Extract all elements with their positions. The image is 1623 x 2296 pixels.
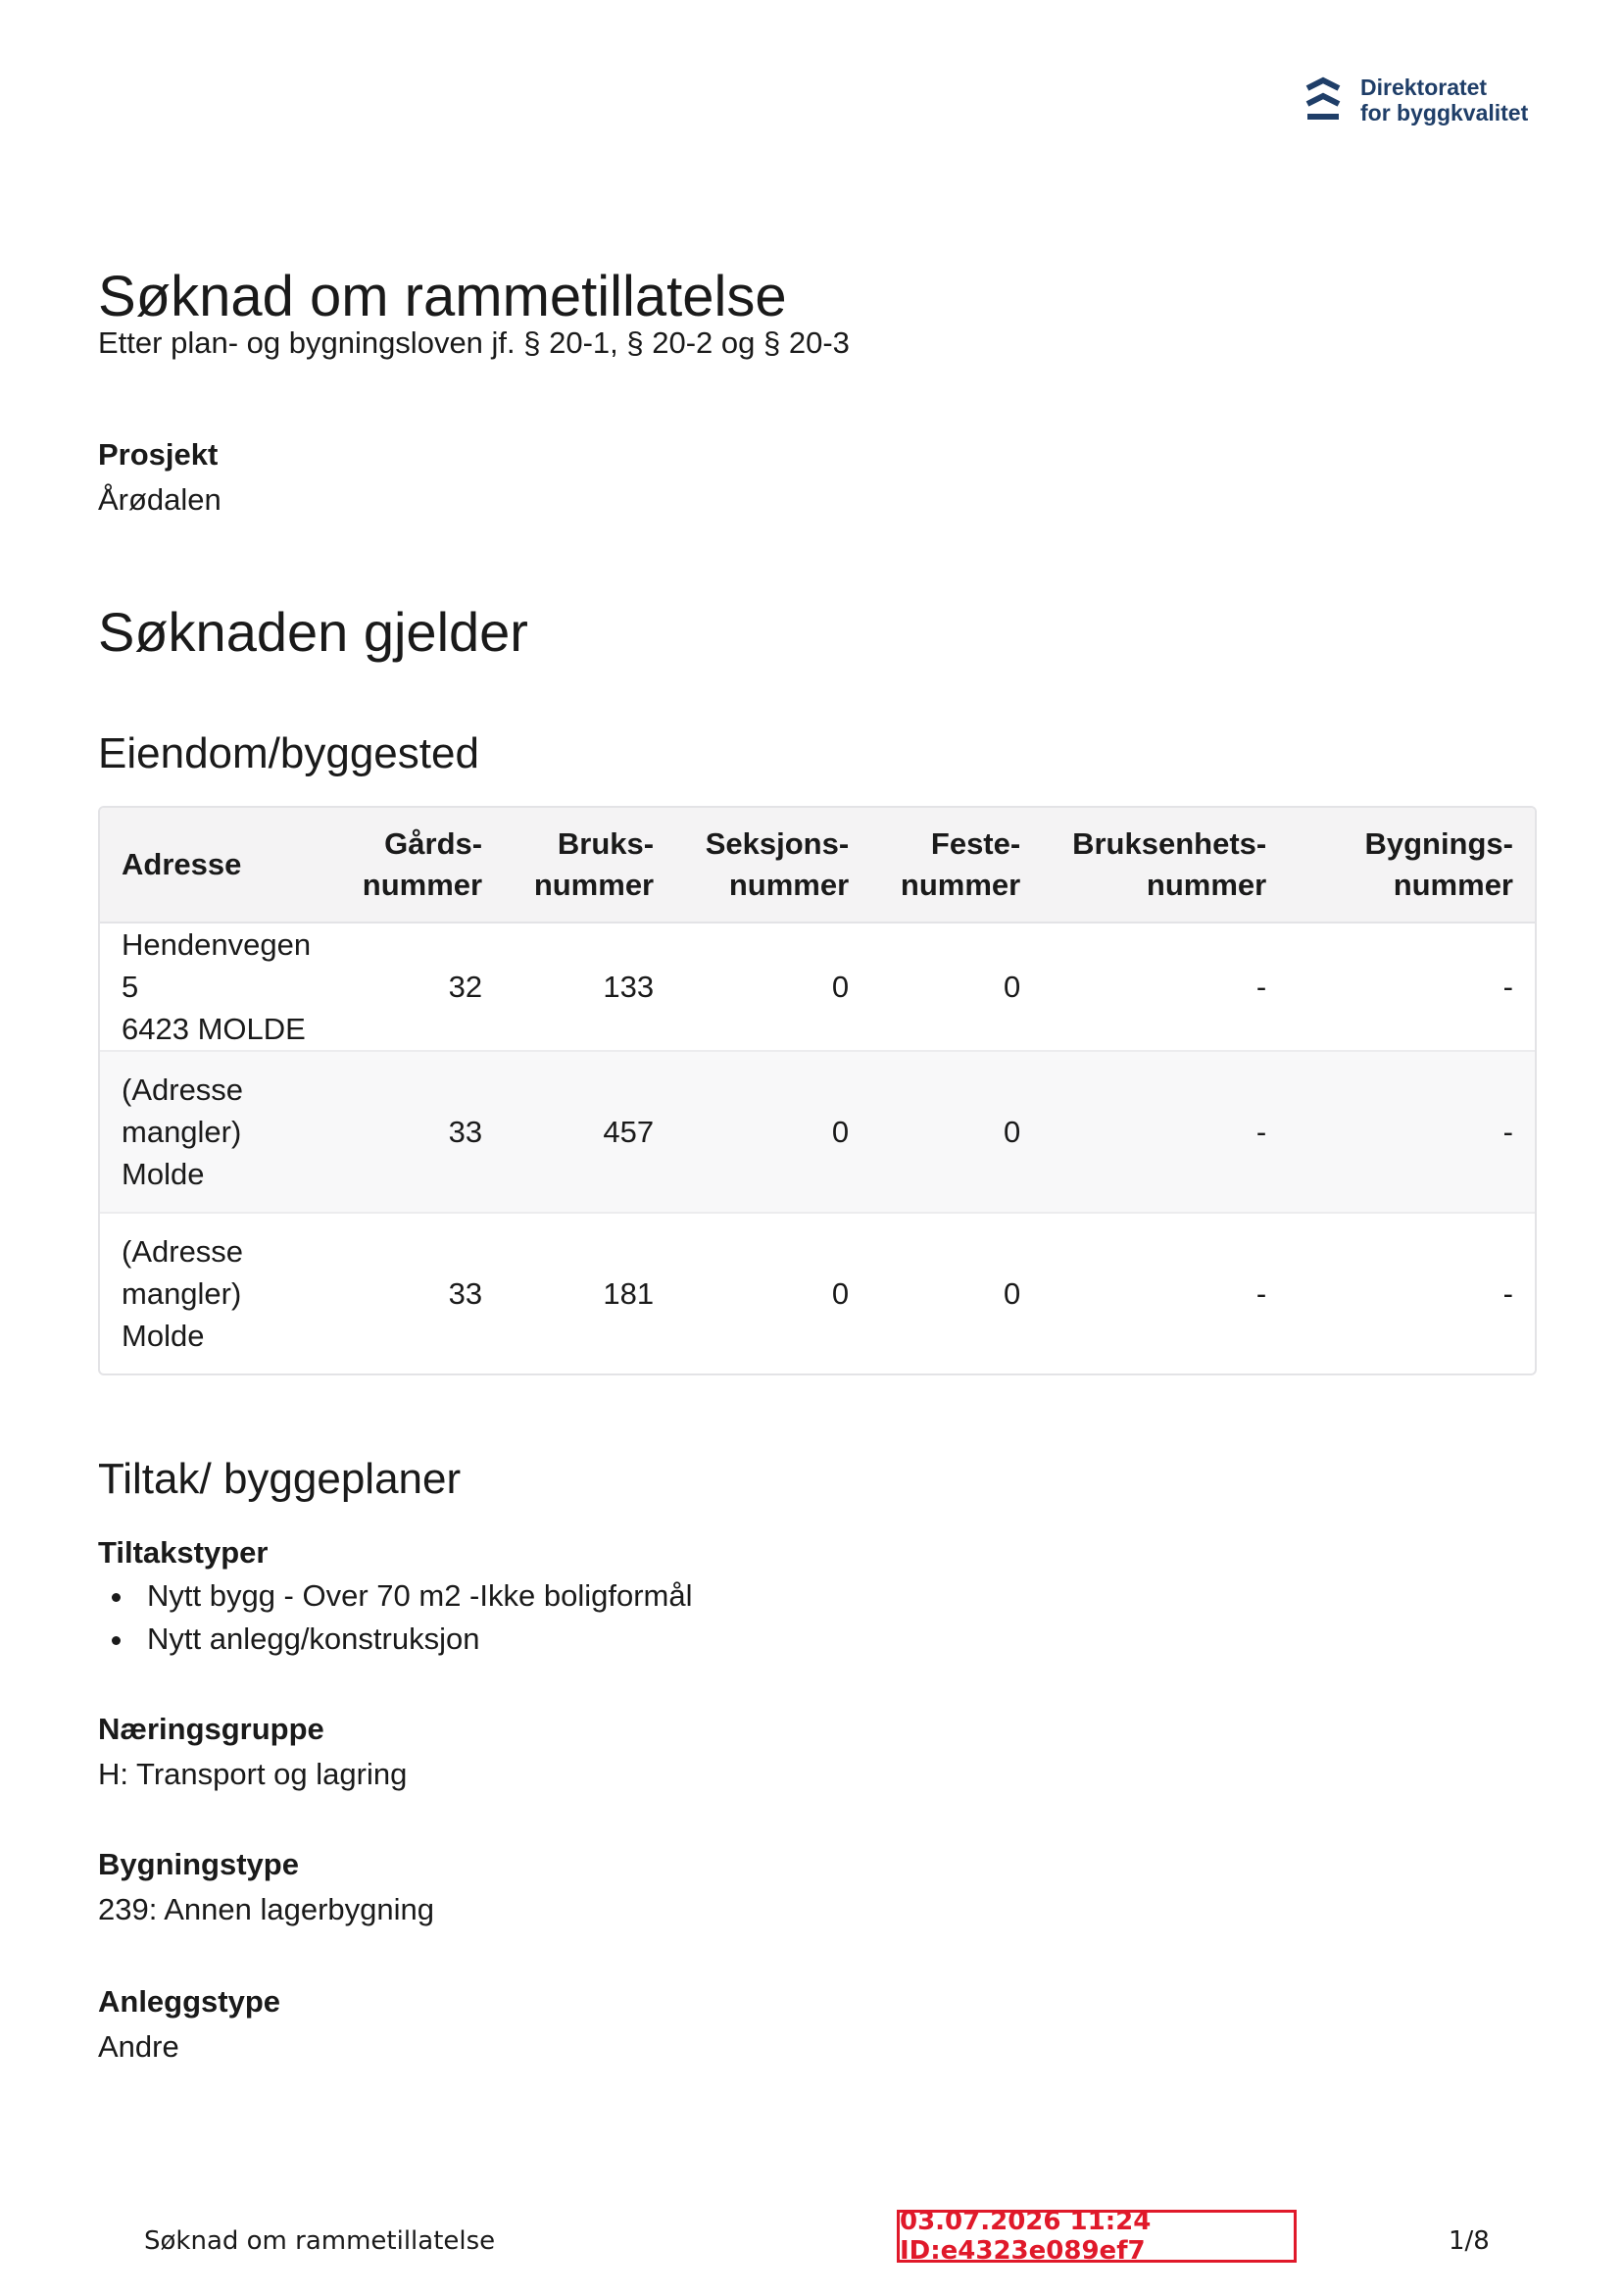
list-item: Nytt anlegg/konstruksjon (98, 1618, 692, 1661)
cell-seksjonsnummer: 0 (831, 1276, 850, 1311)
document-subtitle: Etter plan- og bygningsloven jf. § 20-1, § 20-2 og § 20-3 (98, 325, 850, 360)
cell-festenummer: 0 (870, 923, 1042, 1052)
property-heading: Eiendom/byggested (98, 729, 479, 777)
cell-address: Hendenvegen 5 6423 MOLDE (100, 923, 332, 1052)
anleggstype-label: Anleggstype (98, 1984, 281, 2019)
cell-bruksnummer: 181 (603, 1276, 655, 1311)
logo-text (1360, 75, 1528, 125)
table-row (100, 923, 1535, 1052)
col-header-bygningsnummer: Bygnings- nummer (1288, 808, 1535, 923)
cell-bygningsnummer: - (1502, 1276, 1513, 1311)
property-table (98, 806, 1537, 1375)
cell-bygningsnummer: - (1288, 923, 1535, 1052)
cell-seksjonsnummer: 0 (675, 923, 870, 1052)
project-label: Prosjekt (98, 437, 219, 472)
col-header-gardsnummer: Gårds- nummer (332, 808, 504, 923)
table-row (100, 1214, 1535, 1373)
dibk-logo-icon (1303, 76, 1343, 124)
cell-bruksnummer: 457 (504, 1052, 675, 1214)
table-row (100, 1052, 1535, 1214)
bygningstype-value: 239: Annen lagerbygning (98, 1892, 435, 1926)
cell-bruksenhetsnummer: - (1042, 1052, 1288, 1214)
tiltakstyper-label: Tiltakstyper (98, 1535, 269, 1570)
table-header-row (100, 808, 1535, 923)
anleggstype-value: Andre (98, 2029, 179, 2064)
col-header-festenummer: Feste- nummer (870, 808, 1042, 923)
dibk-logo (1303, 75, 1528, 125)
section-heading: Søknaden gjelder (98, 601, 528, 663)
project-value: Årødalen (98, 482, 221, 517)
cell-bruksenhetsnummer: - (1042, 923, 1288, 1052)
cell-bygningsnummer: - (1288, 1052, 1535, 1214)
cell-gardsnummer: 33 (332, 1052, 504, 1214)
cell-bruksnummer: 133 (504, 923, 675, 1052)
col-header-seksjonsnummer: Seksjons- nummer (675, 808, 870, 923)
cell-gardsnummer: 33 (448, 1276, 483, 1311)
cell-bruksenhetsnummer: - (1255, 1276, 1267, 1311)
bygningstype-label: Bygningstype (98, 1847, 299, 1881)
logo-text-line2: for byggkvalitet (1360, 100, 1529, 125)
naeringsgruppe-value: H: Transport og lagring (98, 1757, 408, 1791)
cell-gardsnummer: 32 (332, 923, 504, 1052)
logo-text-line1: Direktoratet (1360, 75, 1488, 100)
cell-address: (Adresse mangler) Molde (100, 1052, 332, 1214)
timestamp-id-stamp: 03.07.2026 11:24 ID:e4323e089ef7 (897, 2210, 1297, 2263)
document-title: Søknad om rammetillatelse (98, 265, 787, 328)
cell-festenummer: 0 (1003, 1276, 1021, 1311)
col-header-bruksenhetsnummer: Bruksenhets- nummer (1042, 808, 1288, 923)
cell-address: (Adresse mangler) Molde (122, 1234, 244, 1353)
col-header-bruksnummer: Bruks- nummer (504, 808, 675, 923)
tiltak-heading: Tiltak/ byggeplaner (98, 1455, 462, 1503)
footer-document-title: Søknad om rammetillatelse (144, 2226, 496, 2256)
list-item: Nytt bygg - Over 70 m2 -Ikke boligformål (98, 1574, 692, 1618)
tiltakstyper-list (98, 1574, 692, 1661)
cell-festenummer: 0 (870, 1052, 1042, 1214)
cell-seksjonsnummer: 0 (675, 1052, 870, 1214)
page-number: 1/8 (1449, 2226, 1490, 2256)
col-header-adresse: Adresse (100, 808, 332, 923)
naeringsgruppe-label: Næringsgruppe (98, 1712, 324, 1746)
